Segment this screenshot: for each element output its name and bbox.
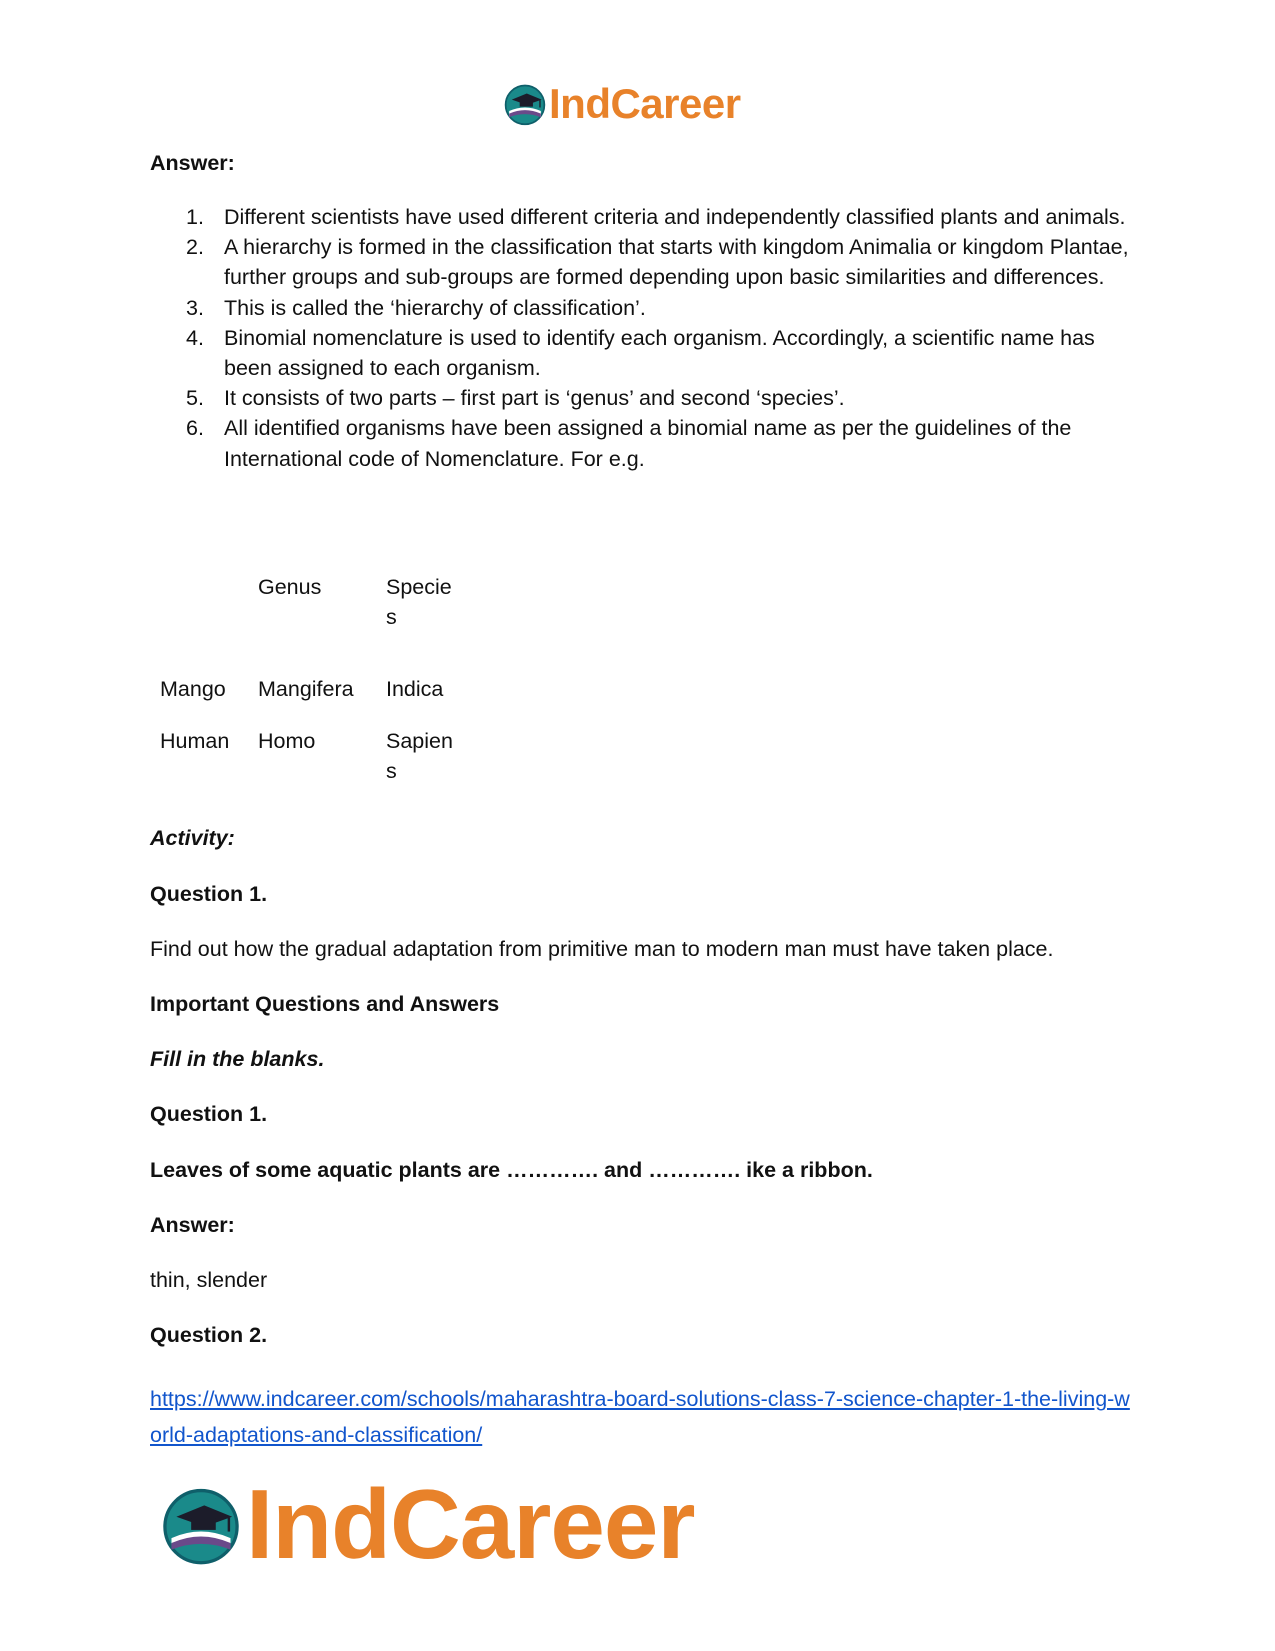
- table-cell-name: Mango: [160, 677, 226, 701]
- graduation-book-icon: [503, 82, 547, 126]
- answer-label: Answer:: [150, 1213, 235, 1237]
- table-cell-species: Indica: [386, 677, 444, 701]
- table-cell-genus: Homo: [258, 729, 316, 753]
- list-item: 3. This is called the ‘hierarchy of classification’.: [186, 295, 646, 320]
- brand-name: IndCareer: [246, 1469, 695, 1579]
- answer-list: [150, 202, 1130, 474]
- question-label: Question 1.: [150, 1102, 268, 1126]
- source-link[interactable]: https://www.indcareer.com/schools/maharashtra-board-solutions-class-7-science-chapter-1-the-living-world-adaptations-and-classification/: [150, 1387, 1130, 1447]
- table-cell-genus: Mangifera: [258, 677, 354, 701]
- list-item: 4. Binomial nomenclature is used to identify each organism. Accordingly, a scientific name has been assigned to each organism.: [186, 325, 1095, 381]
- list-item: 2. A hierarchy is formed in the classification that starts with kingdom Animalia or kingdom Plantae, further groups and sub-groups are formed depending upon basic similarities and differences.: [186, 235, 1129, 290]
- table-cell-name: Human: [160, 729, 230, 753]
- activity-heading: Activity:: [150, 826, 235, 850]
- list-item: 5. It consists of two parts – first part is ‘genus’ and second ‘species’.: [186, 386, 845, 411]
- activity-question-label: Question 1.: [150, 882, 268, 906]
- subsection-heading: Fill in the blanks.: [150, 1047, 325, 1071]
- table-header-species: Specie s: [386, 575, 452, 629]
- question-label: Question 2.: [150, 1323, 268, 1347]
- table-cell-species: Sapien s: [386, 729, 453, 783]
- activity-question-text: Find out how the gradual adaptation from primitive man to modern man must have taken place.: [150, 937, 1054, 961]
- answer-heading: Answer:: [150, 151, 235, 175]
- answer-text: thin, slender: [150, 1268, 268, 1292]
- header-logo: [503, 80, 741, 128]
- graduation-book-icon: [160, 1484, 242, 1566]
- question-text: Leaves of some aquatic plants are …………. and …………. ike a ribbon.: [150, 1158, 873, 1182]
- table-header-genus: Genus: [258, 575, 322, 599]
- list-item: 1. Different scientists have used different criteria and independently classified plants and animals.: [186, 205, 1126, 229]
- brand-name: IndCareer: [549, 80, 741, 127]
- section-heading: Important Questions and Answers: [150, 992, 500, 1016]
- list-item: 6. All identified organisms have been assigned a binomial name as per the guidelines of the International code of Nomenclature. For e.g.: [186, 416, 1072, 471]
- footer-logo: [160, 1468, 695, 1581]
